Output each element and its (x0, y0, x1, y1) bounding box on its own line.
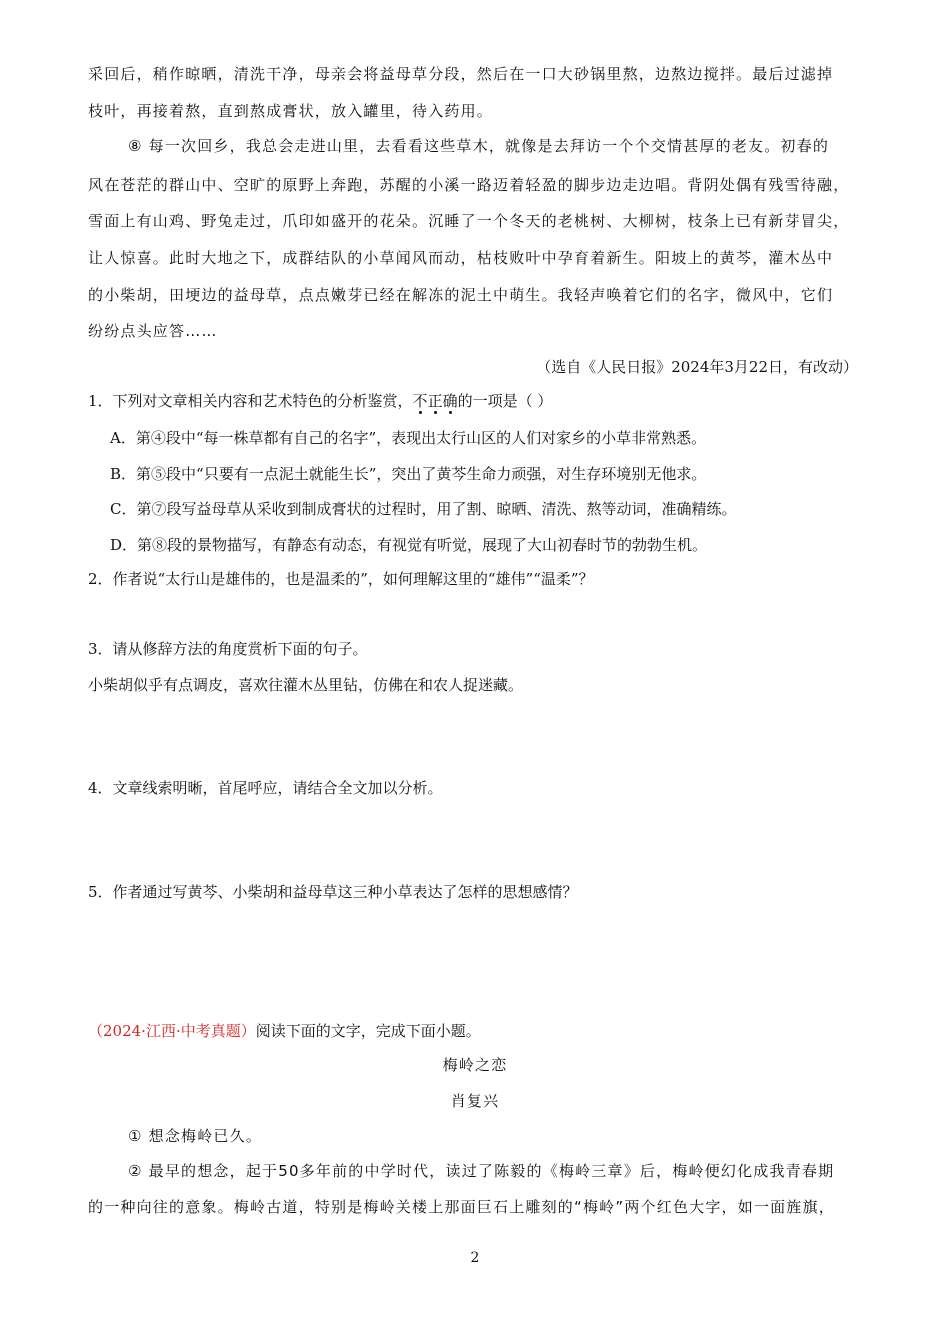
page-number: 2 (470, 1250, 480, 1266)
question-3-sentence: 小柴胡似乎有点调皮，喜欢往灌木丛里钻，仿佛在和农人捉迷藏。 (88, 676, 524, 694)
passage-line: ② 最早的想念，起于50多年前的中学时代，读过了陈毅的《梅岭三章》后，梅岭便幻化成我青春期 (128, 1162, 835, 1180)
question-4: 4．文章线索明晰，首尾呼应，请结合全文加以分析。 (88, 779, 443, 797)
passage-line: 采回后，稍作晾晒，清洗干净，母亲会将益母草分段，然后在一口大砂锅里熬，边熬边搅拌。最后过滤掉 (88, 65, 834, 83)
article-title: 梅岭之恋 (442, 1056, 508, 1074)
passage-line: 让人惊喜。此时大地之下，成群结队的小草闻风而动，枯枝败叶中孕育着新生。阳坡上的黄芩，灌木丛中 (88, 249, 834, 267)
question-1-text: 1．下列对文章相关内容和艺术特色的分析鉴赏， (88, 392, 413, 410)
option-b: B．第⑤段中“只要有一点泥土就能生长”，突出了黄芩生命力顽强，对生存环境别无他求。 (110, 465, 707, 483)
emphasis-char: 不 (413, 392, 428, 410)
option-d: D．第⑧段的景物描写，有静态有动态，有视觉有听觉，展现了大山初春时节的勃勃生机。 (110, 536, 708, 554)
passage-line: 风在苍茫的群山中、空旷的原野上奔跑，苏醒的小溪一路迈着轻盈的脚步边走边唱。背阴处偶有残雪待融， (88, 176, 850, 194)
question-2: 2．作者说“太行山是雄伟的，也是温柔的”，如何理解这里的“雄伟”“温柔”？ (88, 570, 594, 588)
instruction-text: 阅读下面的文字，完成下面小题。 (255, 1022, 481, 1040)
option-a: A．第④段中“每一株草都有自己的名字”，表现出太行山区的人们对家乡的小草非常熟悉。 (110, 429, 707, 447)
emphasis-char: 正 (428, 392, 443, 410)
passage-line: 的一种向往的意象。梅岭古道，特别是梅岭关楼上那面巨石上雕刻的“梅岭”两个红色大字，如一面旌旗， (88, 1198, 835, 1216)
section-intro (88, 1021, 481, 1041)
passage-line: 纷纷点头应答…… (88, 322, 218, 340)
passage-line: 雪面上有山鸡、野兔走过，爪印如盛开的花朵。沉睡了一个冬天的老桃树、大柳树，枝条上已有新芽冒尖， (88, 212, 850, 230)
question-3: 3．请从修辞方法的角度赏析下面的句子。 (88, 640, 368, 658)
passage-source: （选自《人民日报》2024年3月22日，有改动） (536, 358, 858, 376)
passage-line: 枝叶，再接着熬，直到熬成膏状，放入罐里，待入药用。 (88, 102, 494, 120)
emphasis-char: 确 (443, 392, 458, 410)
option-c: C．第⑦段写益母草从采收到制成膏状的过程时，用了割、晾晒、清洗、熬等动词，准确精练。 (110, 500, 737, 518)
exam-source-tag: （2024·江西·中考真题） (88, 1022, 256, 1040)
passage-line: ⑧ 每一次回乡，我总会走进山里，去看看这些草木，就像是去拜访一个个交情甚厚的老友。初春的 (128, 137, 830, 155)
question-1-tail: 的一项是（ ） (457, 392, 553, 410)
article-author: 肖复兴 (450, 1092, 500, 1110)
question-5: 5．作者通过写黄芩、小柴胡和益母草这三种小草表达了怎样的思想感情？ (88, 883, 578, 901)
passage-line: 的小柴胡，田埂边的益母草，点点嫩芽已经在解冻的泥土中萌生。我轻声唤着它们的名字，微风中，它们 (88, 286, 834, 304)
passage-line: ① 想念梅岭已久。 (128, 1127, 263, 1145)
question-1 (88, 391, 552, 411)
